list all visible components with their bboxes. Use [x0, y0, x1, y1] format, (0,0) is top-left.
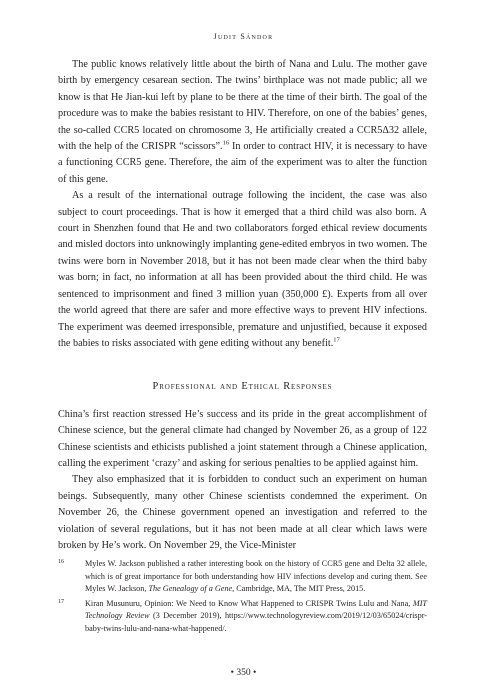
footnote-ref-17[interactable]: 17 [333, 336, 340, 344]
paragraph-1-tail: In order to contract HIV, it is necessary to have a functioning CCR5 gene. Therefore, the aim of the experiment was to alter the function of this gene. [58, 141, 427, 185]
paragraph-1 [58, 57, 427, 188]
page-number: • 350 • [230, 668, 257, 678]
footnote-text-end: , Cambridge, MA, The MIT Press, 2015. [232, 584, 366, 594]
footnote-number: 17 [58, 598, 64, 605]
footnote-title: The Genealogy of a Gene [148, 584, 233, 594]
main-text [58, 57, 427, 554]
footnote-number: 16 [58, 559, 64, 565]
footnotes [58, 558, 427, 638]
footnote-16 [58, 558, 427, 596]
footnote-17 [58, 598, 427, 636]
paragraph-4: They also emphasized that it is forbidden to conduct such an experiment on human beings. Subsequently, many other Chinese scientists condemned the experiment. On November 26, the Chinese government opened an investigation and referred to the violation of several regulations, but it has not been made at all clear which laws were broken by He’s work. On November 29, the Vice-Minister [58, 474, 427, 551]
paragraph-3: China’s first reaction stressed He’s success and its pride in the great accomplishment of Chinese science, but the general climate had changed by November 26, as a group of 122 Chinese scientists and ethicists published a joint statement through a Chinese application, calling the experiment ‘crazy’ and asking for serious penalties to be applied against him. [58, 408, 427, 469]
paragraph-1-text: The public knows relatively little about the birth of Nana and Lulu. The mother gave birth by emergency cesarean section. The twins’ birthplace was not made public; all we know is that He Jian-kui left by plane to be there at the time of their birth. The goal of the procedure was to make the babies resistant to HIV. Therefore, on one of the babies’ genes, the so-called CCR5 located on chromosome 3, He artificially created a CCR5Δ32 allele, with the help of the CRISPR “scissors”. [58, 59, 427, 153]
footnote-text: Myles W. Jackson published a rather interesting book on the history of CCR5 gene and Delta 32 allele, which is of great importance for both understanding how HIV infections develop and curing them. See Myles W. Jackson, [85, 559, 427, 594]
footnote-title: MIT Technology Review [85, 598, 427, 621]
footnote-text: Kiran Musunuru, Opinion: We Need to Know What Happened to CRISPR Twins Lulu and Nana, [85, 598, 413, 608]
running-head: Judit Sándor [213, 32, 274, 41]
paragraph-2 [58, 188, 427, 352]
footnote-ref-16[interactable]: 16 [222, 139, 230, 147]
paragraph-2-text: As a result of the international outrage following the incident, the case was also subject to court proceedings. That is how it emerged that a third child was also born. A court in Shenzhen found that He and two collaborators forged ethical review documents and misled doctors into unknowingly implanting gene-edited embryos in two women. The twins were born in November 2018, but it has not been made clear when the third baby was born; in fact, no information at all has been provided about the third child. He was sentenced to imprisonment and fined 3 million yuan (350,000 £). Experts from all over the world agreed that there are safer and more effective ways to prevent HIV infections. The experiment was deemed irresponsible, premature and unjustified, because it exposed the babies to risks associated with gene editing without any benefit. [58, 190, 427, 349]
footnote-text-end[interactable]: (3 December 2019), https://www.technologyreview.com/2019/12/03/65024/crispr-baby-twins-lulu-and-nana-what-happened/. [85, 611, 428, 633]
section-heading: Professional and Ethical Responses [152, 381, 333, 393]
